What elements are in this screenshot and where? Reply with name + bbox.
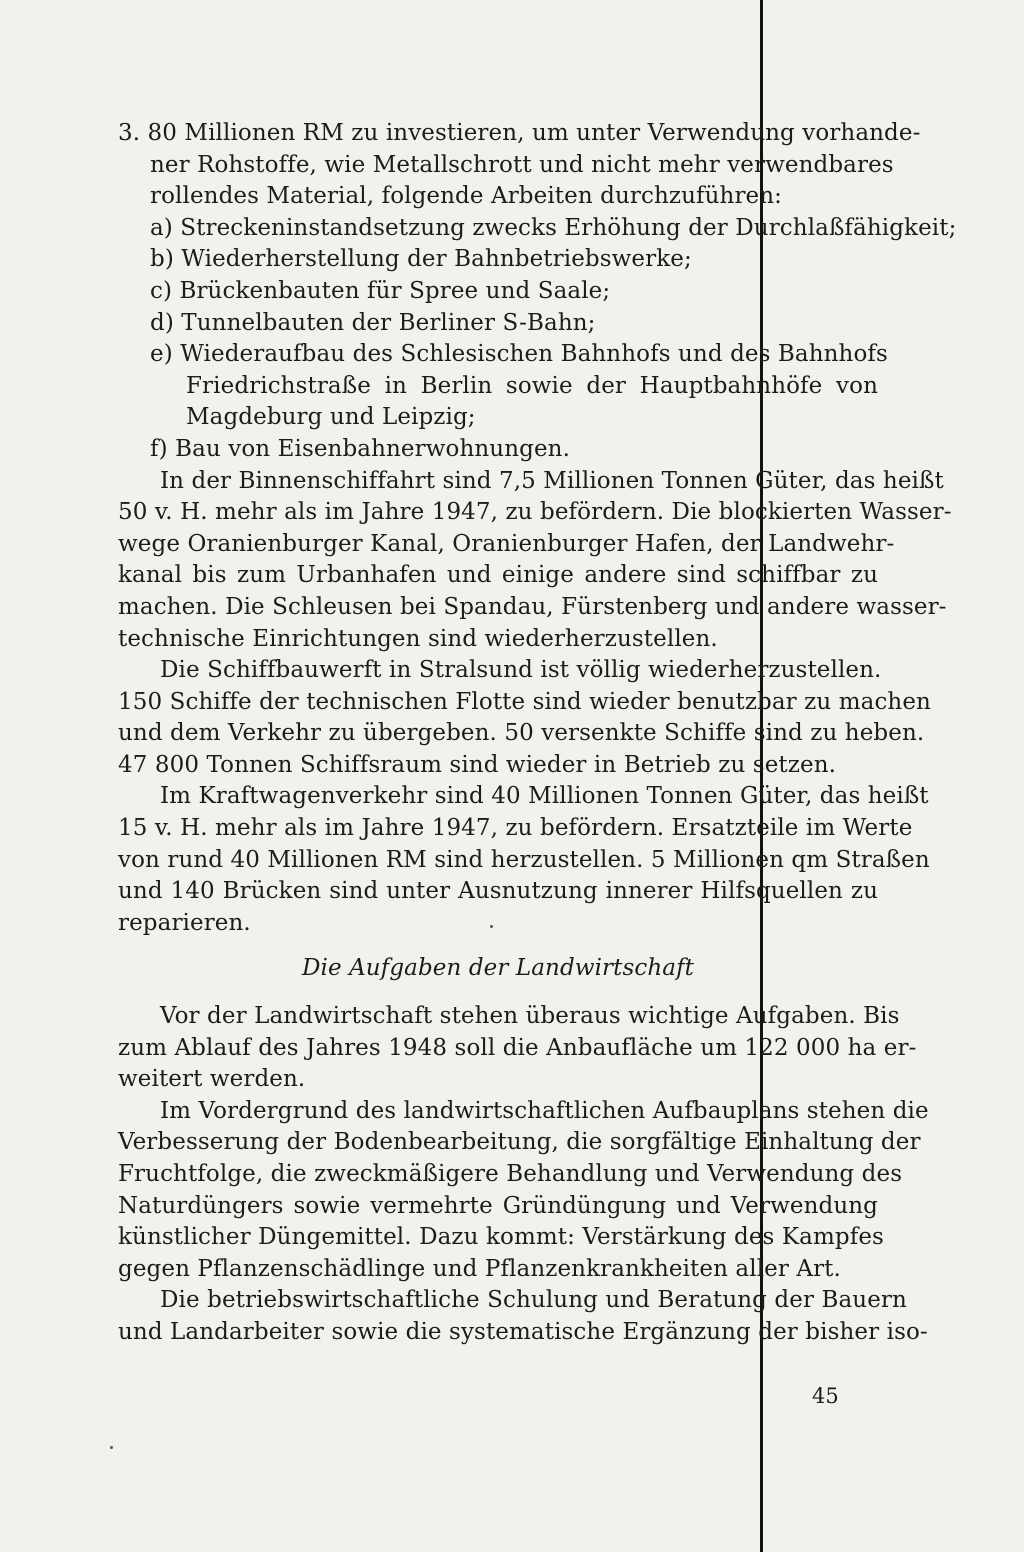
- text-line: und dem Verkehr zu übergeben. 50 versenkte Schiffe sind zu heben.: [118, 720, 925, 747]
- text-line: Naturdüngers sowie vermehrte Gründüngung und Verwendung: [118, 1192, 878, 1219]
- text-line: technische Einrichtungen sind wiederherzustellen.: [118, 625, 718, 652]
- text-line: 150 Schiffe der technischen Flotte sind wieder benutzbar zu machen: [118, 688, 931, 715]
- text-line: rollendes Material, folgende Arbeiten durchzuführen:: [150, 183, 783, 210]
- paragraph-start: Die betriebswirtschaftliche Schulung und Beratung der Bauern: [160, 1287, 907, 1314]
- list-item-e: e) Wiederaufbau des Schlesischen Bahnhofs und des Bahnhofs: [150, 341, 888, 368]
- list-item-c: c) Brückenbauten für Spree und Saale;: [150, 277, 611, 304]
- text-line: weitert werden.: [118, 1066, 306, 1093]
- paragraph-start: Vor der Landwirtschaft stehen überaus wichtige Aufgaben. Bis: [160, 1003, 900, 1030]
- text-line: reparieren.: [118, 909, 251, 936]
- text-line: gegen Pflanzenschädlinge und Pflanzenkrankheiten aller Art.: [118, 1255, 841, 1282]
- text-line: Verbesserung der Bodenbearbeitung, die sorgfältige Einhaltung der: [118, 1129, 921, 1156]
- text-line: 3. 80 Millionen RM zu investieren, um unter Verwendung vorhande-: [118, 120, 921, 146]
- body-text: [118, 118, 957, 1349]
- text-line: 47 800 Tonnen Schiffsraum sind wieder in Betrieb zu setzen.: [118, 751, 837, 778]
- text-line: 15 v. H. mehr als im Jahre 1947, zu befördern. Ersatzteile im Werte: [118, 815, 913, 842]
- paragraph-start: In der Binnenschiffahrt sind 7,5 Millionen Tonnen Güter, das heißt: [160, 467, 944, 494]
- text-line: Friedrichstraße in Berlin sowie der Hauptbahnhöfe von: [186, 372, 878, 399]
- text-line: und Landarbeiter sowie die systematische Ergänzung der bisher iso-: [118, 1318, 928, 1345]
- paragraph-start: Im Vordergrund des landwirtschaftlichen Aufbauplans stehen die: [160, 1097, 929, 1124]
- list-item-a: a) Streckeninstandsetzung zwecks Erhöhung der Durchlaßfähigkeit;: [150, 214, 957, 241]
- list-item-f: f) Bau von Eisenbahnerwohnungen.: [150, 435, 570, 462]
- text-line: machen. Die Schleusen bei Spandau, Fürstenberg und andere wasser-: [118, 593, 947, 620]
- paragraph-start: Im Kraftwagenverkehr sind 40 Millionen Tonnen Güter, das heißt: [160, 783, 929, 810]
- scan-speck: [490, 925, 493, 928]
- scan-speck: [110, 1446, 113, 1449]
- text-line: Magdeburg und Leipzig;: [186, 404, 476, 431]
- text-line: und 140 Brücken sind unter Ausnutzung innerer Hilfsquellen zu: [118, 878, 878, 905]
- text-line: künstlicher Düngemittel. Dazu kommt: Verstärkung des Kampfes: [118, 1224, 884, 1251]
- list-item-d: d) Tunnelbauten der Berliner S-Bahn;: [150, 309, 596, 336]
- text-line: 50 v. H. mehr als im Jahre 1947, zu befördern. Die blockierten Wasser-: [118, 499, 952, 526]
- section-heading: Die Aufgaben der Landwirtschaft: [301, 955, 695, 982]
- list-item-b: b) Wiederherstellung der Bahnbetriebswerke;: [150, 246, 692, 273]
- text-line: zum Ablauf des Jahres 1948 soll die Anbaufläche um 122 000 ha er-: [118, 1034, 917, 1061]
- paragraph-start: Die Schiffbauwerft in Stralsund ist völlig wiederherzustellen.: [160, 657, 882, 684]
- text-line: ner Rohstoffe, wie Metallschrott und nicht mehr verwendbares: [150, 151, 894, 178]
- text-line: von rund 40 Millionen RM sind herzustellen. 5 Millionen qm Straßen: [118, 846, 930, 873]
- text-line: Fruchtfolge, die zweckmäßigere Behandlung und Verwendung des: [118, 1161, 903, 1187]
- text-line: wege Oranienburger Kanal, Oranienburger Hafen, der Landwehr-: [118, 530, 895, 557]
- page-number: 45: [812, 1384, 839, 1408]
- text-line: kanal bis zum Urbanhafen und einige andere sind schiffbar zu: [118, 562, 878, 589]
